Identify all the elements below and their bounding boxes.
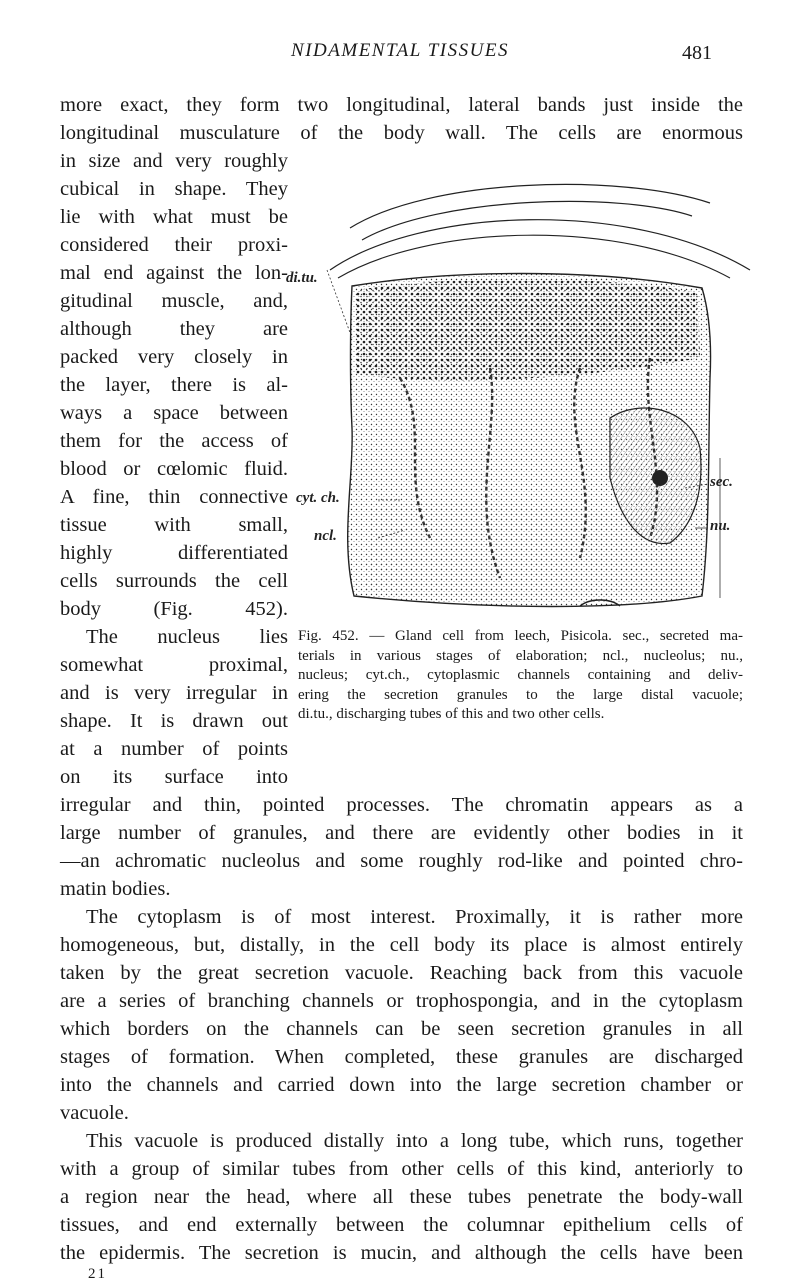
running-title: NIDAMENTAL TISSUES: [291, 40, 509, 61]
text-line: vacuole.: [60, 1102, 129, 1124]
text-line: are a series of branching channels or trophospongia, and in the cytoplasm: [60, 990, 743, 1012]
caption-line: ering the secretion granules to the large distal vacuole;: [298, 686, 743, 703]
text-line: them for the access of: [60, 430, 288, 452]
text-line: longitudinal musculature of the body wall. The cells are enormous: [60, 122, 743, 144]
text-line: which borders on the channels can be seen secretion granules in all: [60, 1018, 743, 1040]
text-line: irregular and thin, pointed processes. The chromatin appears as a: [60, 794, 743, 816]
text-line: considered their proxi-: [60, 234, 288, 256]
caption-text: — Gland cell from leech, Pisicola. sec., secreted ma-: [369, 628, 743, 644]
label-nu: nu.: [710, 518, 731, 534]
text-line: and is very irregular in: [60, 682, 288, 704]
text-line: in size and very roughly: [60, 150, 288, 172]
text-line: at a number of points: [60, 738, 288, 760]
text-line: matin bodies.: [60, 878, 171, 900]
text-line: cells surrounds the cell: [60, 570, 288, 592]
gland-cell-illustration: [286, 178, 760, 618]
text-line: large number of granules, and there are evidently other bodies in it: [60, 822, 743, 844]
text-line: taken by the great secretion vacuole. Reaching back from this vacuole: [60, 962, 743, 984]
text-line: The cytoplasm is of most interest. Proximally, it is rather more: [86, 906, 743, 928]
text-line: This vacuole is produced distally into a long tube, which runs, together: [86, 1130, 743, 1152]
text-line: homogeneous, but, distally, in the cell body its place is almost entirely: [60, 934, 743, 956]
text-line: body (Fig. 452).: [60, 598, 288, 620]
text-line: lie with what must be: [60, 206, 288, 228]
text-line: the epidermis. The secretion is mucin, and although the cells have been: [60, 1242, 743, 1264]
caption-line: nucleus; cyt.ch., cytoplasmic channels containing and deliv-: [298, 667, 743, 683]
label-cyt-ch: cyt. ch.: [296, 490, 340, 506]
label-sec: sec.: [710, 474, 733, 490]
text-line: packed very closely in: [60, 346, 288, 368]
text-line: the layer, there is al-: [60, 374, 288, 396]
text-line: blood or cœlomic fluid.: [60, 458, 288, 480]
text-line: into the channels and carried down into the large secretion chamber or: [60, 1074, 743, 1096]
text-line: more exact, they form two longitudinal, lateral bands just inside the: [60, 94, 743, 116]
caption-line: di.tu., discharging tubes of this and two other cells.: [298, 706, 605, 722]
text-line: with a group of similar tubes from other cells of this kind, anteriorly to: [60, 1158, 743, 1180]
text-line: The nucleus lies: [86, 626, 288, 648]
label-di-tu: di.tu.: [286, 270, 318, 286]
text-line: tissue with small,: [60, 514, 288, 536]
text-line: tissues, and end externally between the columnar epithelium cells of: [60, 1214, 743, 1236]
text-line: gitudinal muscle, and,: [60, 290, 288, 312]
label-ncl: ncl.: [314, 528, 337, 544]
text-line: on its surface into: [60, 766, 288, 788]
caption-line: [298, 627, 743, 647]
text-line: cubical in shape. They: [60, 178, 288, 200]
page-number: 481: [682, 42, 712, 64]
text-line: shape. It is drawn out: [60, 710, 288, 732]
text-line: somewhat proximal,: [60, 654, 288, 676]
text-line: a region near the head, where all these tubes penetrate the body-wall: [60, 1186, 743, 1208]
caption-line: terials in various stages of elaboration; ncl., nucleolus; nu.,: [298, 647, 743, 664]
signature-mark: 21: [88, 1266, 107, 1282]
text-line: mal end against the lon-: [60, 262, 288, 284]
text-line: —an achromatic nucleolus and some roughly rod-like and pointed chro-: [60, 850, 743, 872]
caption-figure-ref: Fig. 452.: [298, 628, 359, 644]
text-line: highly differentiated: [60, 542, 288, 564]
text-line: ways a space between: [60, 402, 288, 424]
text-line: stages of formation. When completed, these granules are discharged: [60, 1046, 743, 1068]
figure-caption: [298, 627, 743, 725]
text-line: A fine, thin connective: [60, 486, 288, 508]
text-line: although they are: [60, 318, 288, 340]
